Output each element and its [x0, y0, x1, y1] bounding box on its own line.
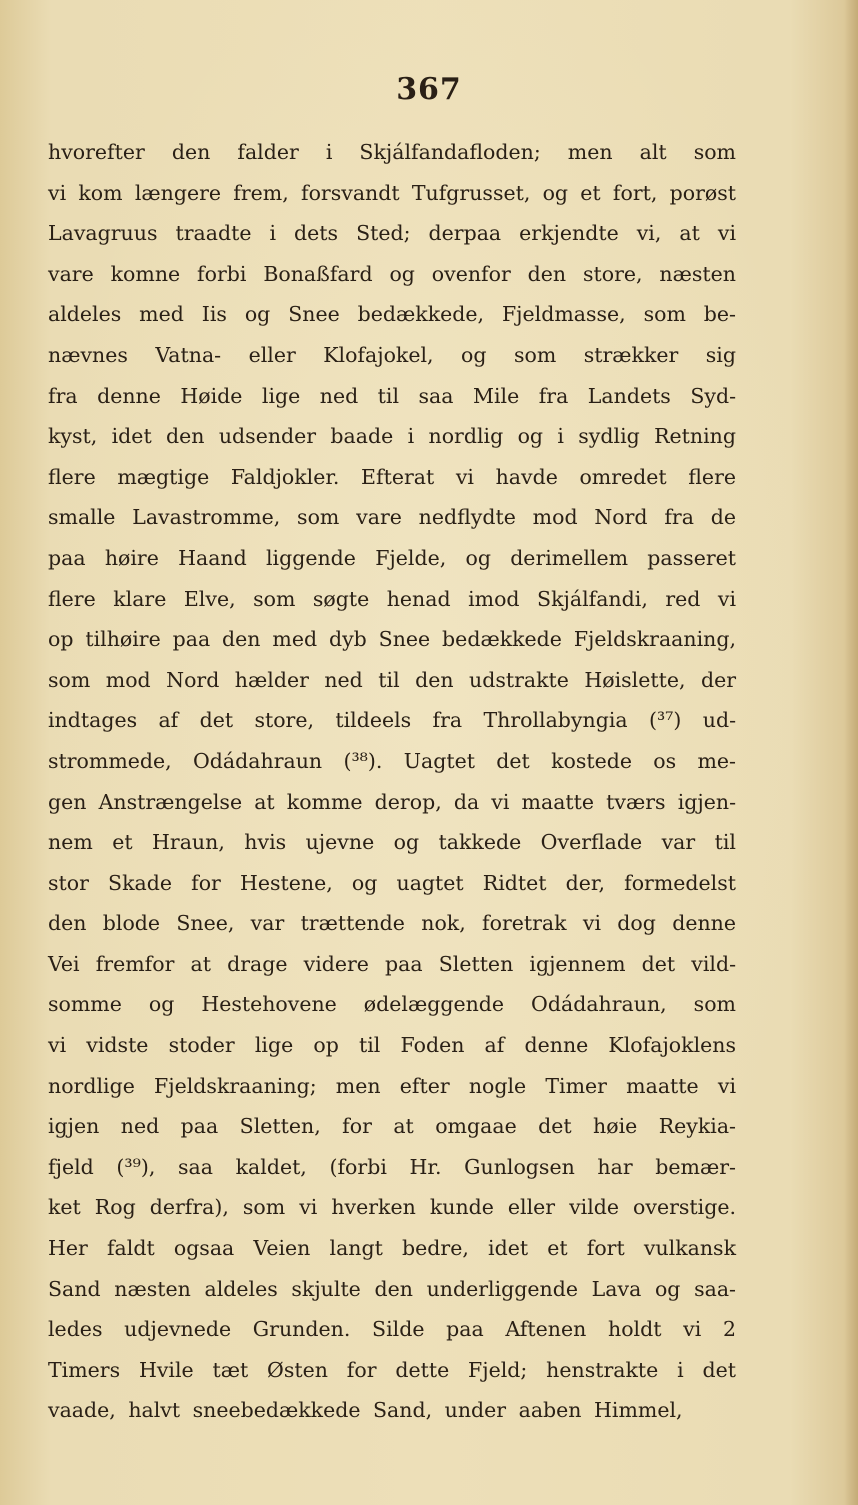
text-line: nem et Hraun, hvis ujevne og takkede Overflade var til: [48, 830, 736, 855]
text-line: paa høire Haand liggende Fjelde, og derimellem passeret: [48, 545, 736, 570]
text-line: som mod Nord hælder ned til den udstrakte Høislette, der: [48, 667, 736, 692]
text-line: flere klare Elve, som søgte henad imod Skjálfandi, red vi: [48, 586, 736, 611]
text-line: vaade, halvt sneebedækkede Sand, under aaben Himmel,: [48, 1398, 683, 1423]
text-line: Her faldt ogsaa Veien langt bedre, idet et fort vulkansk: [48, 1236, 736, 1261]
text-line: indtages af det store, tildeels fra Throllabyngia (³⁷) ud-: [48, 708, 736, 733]
text-line: op tilhøire paa den med dyb Snee bedækkede Fjeldskraaning,: [48, 627, 736, 652]
text-line: smalle Lavastromme, som vare nedflydte mod Nord fra de: [48, 505, 736, 530]
text-line: hvorefter den falder i Skjálfandafloden; men alt som: [48, 140, 736, 164]
text-line: igjen ned paa Sletten, for at omgaae det høie Reykia-: [48, 1114, 736, 1139]
body-text: [48, 132, 736, 1431]
text-line: Sand næsten aldeles skjulte den underliggende Lava og saa-: [48, 1276, 736, 1301]
text-line: fra denne Høide lige ned til saa Mile fra Landets Syd-: [48, 383, 736, 408]
text-line: strommede, Odádahraun (³⁸). Uagtet det kostede os me-: [48, 748, 736, 773]
text-line: ledes udjevnede Grunden. Silde paa Aftenen holdt vi 2: [48, 1317, 736, 1342]
text-line: vare komne forbi Bonaßfard og ovenfor den store, næsten: [48, 261, 736, 286]
text-line: vi kom længere frem, forsvandt Tufgrusset, og et fort, porøst: [48, 180, 736, 205]
text-line: stor Skade for Hestene, og uagtet Ridtet der, formedelst: [48, 870, 736, 895]
text-line: nordlige Fjeldskraaning; men efter nogle Timer maatte vi: [48, 1073, 736, 1098]
text-line: ket Rog derfra), som vi hverken kunde eller vilde overstige.: [48, 1195, 736, 1220]
text-line: somme og Hestehovene ødelæggende Odádahraun, som: [48, 992, 736, 1017]
page-number: 367: [396, 72, 462, 107]
text-line: fjeld (³⁹), saa kaldet, (forbi Hr. Gunlogsen har bemær-: [48, 1154, 736, 1179]
text-line: Vei fremfor at drage videre paa Sletten igjennem det vild-: [48, 951, 736, 976]
text-line: kyst, idet den udsender baade i nordlig og i sydlig Retning: [48, 424, 736, 449]
text-line: den blode Snee, var trættende nok, foretrak vi dog denne: [48, 911, 736, 936]
page-edge-shadow: [844, 0, 858, 1505]
text-line: nævnes Vatna- eller Klofajokel, og som strækker sig: [48, 342, 736, 367]
text-line: flere mægtige Faldjokler. Efterat vi havde omredet flere: [48, 464, 736, 489]
text-line: Timers Hvile tæt Østen for dette Fjeld; henstrakte i det: [48, 1357, 736, 1382]
text-line: gen Anstrængelse at komme derop, da vi maatte tværs igjen-: [48, 789, 736, 814]
text-line: Lavagruus traadte i dets Sted; derpaa erkjendte vi, at vi: [48, 221, 736, 246]
text-line: aldeles med Iis og Snee bedækkede, Fjeldmasse, som be-: [48, 302, 736, 327]
text-line: vi vidste stoder lige op til Foden af denne Klofajoklens: [48, 1033, 736, 1058]
